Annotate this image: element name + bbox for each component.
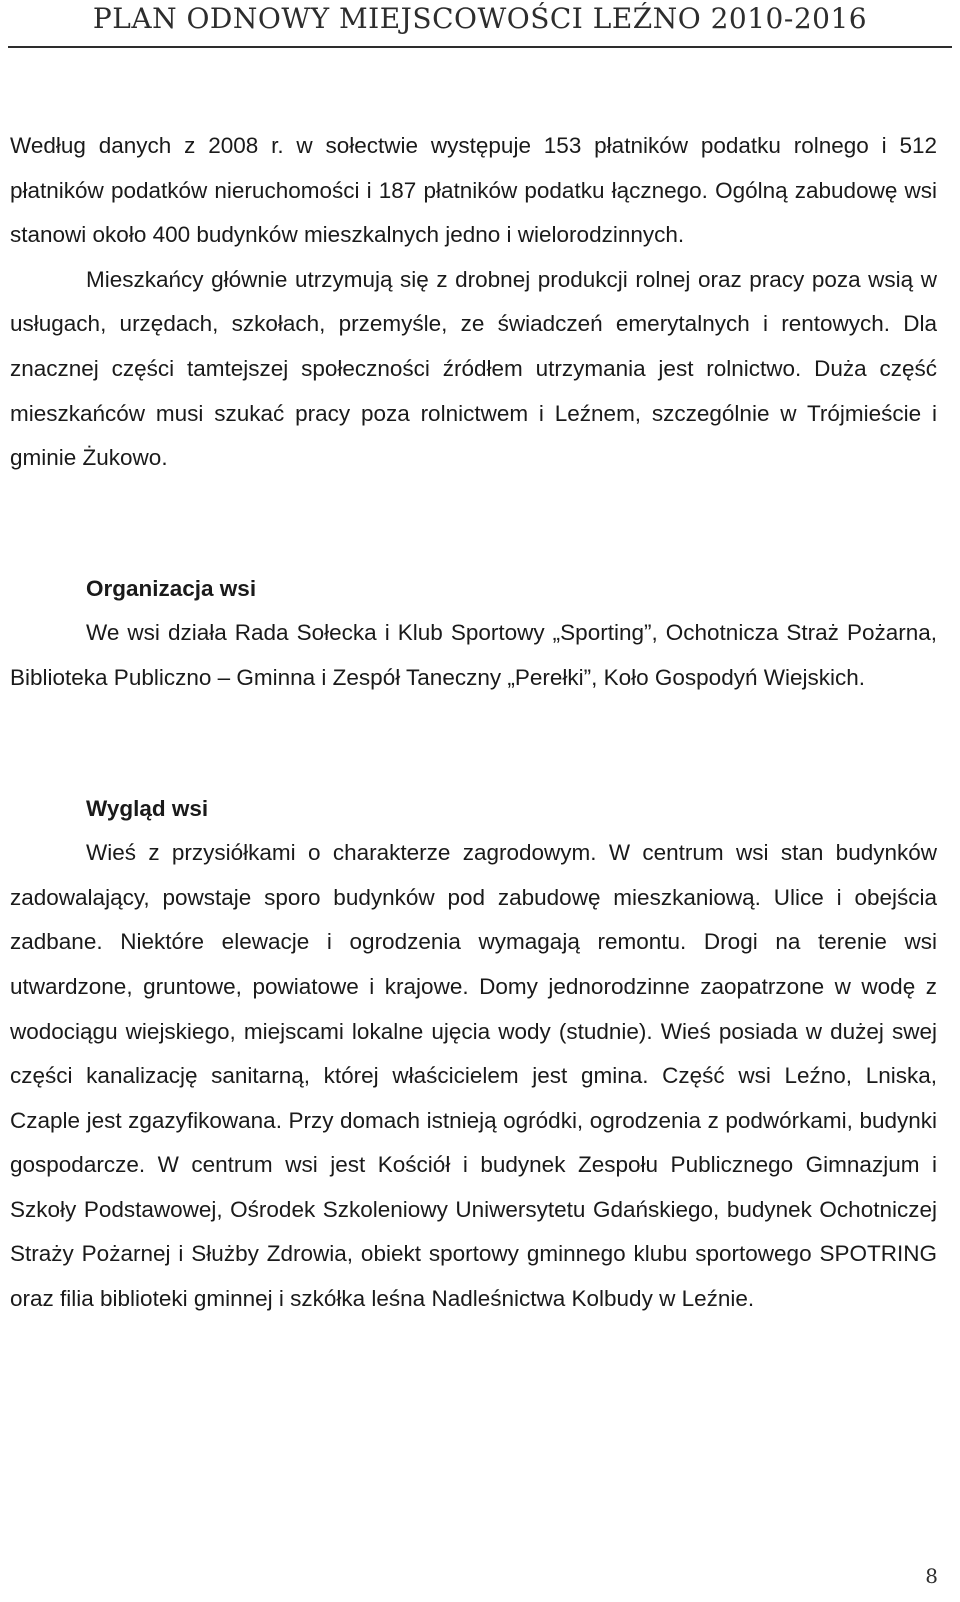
paragraph-taxpayers: Według danych z 2008 r. w sołectwie występuje 153 płatników podatku rolnego i 512 płatników podatków nieruchomości i 187 płatników podatku łącznego. Ogólną zabudowę wsi stanowi około 400 budynków mieszkalnych jedno i wielorodzinnych. bbox=[10, 133, 937, 248]
header-divider bbox=[8, 46, 952, 48]
section-heading-appearance: Wygląd wsi bbox=[86, 795, 209, 821]
paragraph-residents: Mieszkańcy głównie utrzymują się z drobnej produkcji rolnej oraz pracy poza wsią w usługach, urzędach, szkołach, przemyśle, ze świadczeń emerytalnych i rentowych. Dla znacznej części tamtejszej społeczności źródłem utrzymania jest rolnictwo. Duża część mieszkańców musi szukać pracy poza rolnictwem i Leźnem, szczególnie w Trójmieście i gminie Żukowo. bbox=[10, 266, 937, 471]
page-number: 8 bbox=[925, 1564, 938, 1588]
section-heading-organization: Organizacja wsi bbox=[86, 575, 257, 601]
paragraph-organization: We wsi działa Rada Sołecka i Klub Sportowy „Sporting”, Ochotnicza Straż Pożarna, Biblioteka Publiczno – Gminna i Zespół Taneczny „Perełki”, Koło Gospodyń Wiejskich. bbox=[10, 620, 937, 690]
page-header-title: PLAN ODNOWY MIEJSCOWOŚCI LEŹNO 2010-2016 bbox=[92, 2, 868, 35]
document-body bbox=[10, 124, 937, 1322]
paragraph-appearance: Wieś z przysiółkami o charakterze zagrodowym. W centrum wsi stan budynków zadowalający, powstaje sporo budynków pod zabudowę mieszkaniową. Ulice i obejścia zadbane. Niektóre elewacje i ogrodzenia wymagają remontu. Drogi na terenie wsi utwardzone, gruntowe, powiatowe i krajowe. Domy jednorodzinne zaopatrzone w wodę z wodociągu wiejskiego, miejscami lokalne ujęcia wody (studnie). Wieś posiada w dużej swej części kanalizację sanitarną, której właścicielem jest gmina. Część wsi Leźno, Lniska, Czaple jest zgazyfikowana. Przy domach istnieją ogródki, ogrodzenia z podwórkami, budynki gospodarcze. W centrum wsi jest Kościół i budynek Zespołu Publicznego Gimnazjum i Szkoły Podstawowej, Ośrodek Szkoleniowy Uniwersytetu Gdańskiego, budynek Ochotniczej Straży Pożarnej i Służby Zdrowia, obiekt sportowy gminnego klubu sportowego SPOTRING oraz filia biblioteki gminnej i szkółka leśna Nadleśnictwa Kolbudy w Leźnie. bbox=[10, 840, 937, 1312]
